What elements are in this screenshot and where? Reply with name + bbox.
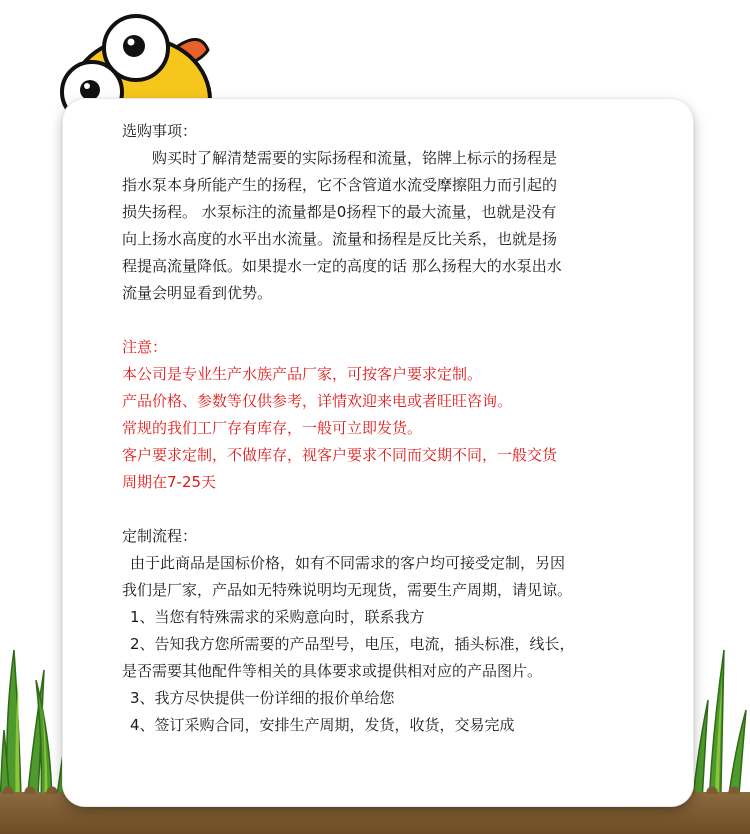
notice-title: 注意：	[122, 338, 168, 356]
purchase-notes-line: 程提高流量降低。如果提水一定的高度的话 那么扬程大的水泵出水	[122, 257, 562, 275]
custom-process-title: 定制流程：	[122, 527, 198, 545]
notice-line: 常规的我们工厂存有库存，一般可立即发货。	[122, 419, 423, 437]
custom-process-step: 3、我方尽快提供一份详细的报价单给您	[130, 689, 395, 707]
custom-process-step: 4、签订采购合同，安排生产周期，发货，收货，交易完成	[130, 716, 515, 734]
custom-process-step: 1、当您有特殊需求的采购意向时，联系我方	[130, 608, 425, 626]
notice-line: 周期在7-25天	[122, 473, 217, 491]
custom-process-line: 是否需要其他配件等相关的具体要求或提供相对应的产品图片。	[122, 662, 543, 680]
purchase-notes-line: 购买时了解清楚需要的实际扬程和流量，铭牌上标示的扬程是	[152, 149, 558, 167]
notice-line: 产品价格、参数等仅供参考，详情欢迎来电或者旺旺咨询。	[122, 392, 513, 410]
content-text	[122, 118, 652, 739]
purchase-notes-line: 损失扬程。 水泵标注的流量都是0扬程下的最大流量，也就是没有	[122, 203, 557, 221]
purchase-notes-line: 流量会明显看到优势。	[122, 284, 273, 302]
custom-process-step: 2、告知我方您所需要的产品型号，电压，电流，插头标准，线长，	[130, 635, 575, 653]
custom-process-line: 我们是厂家，产品如无特殊说明均无现货，需要生产周期，请见谅。	[122, 581, 573, 599]
purchase-notes-title: 选购事项：	[122, 122, 198, 140]
purchase-notes-line: 向上扬水高度的水平出水流量。流量和扬程是反比关系，也就是扬	[122, 230, 558, 248]
notice-line: 本公司是专业生产水族产品厂家，可按客户要求定制。	[122, 365, 483, 383]
custom-process-line: 由于此商品是国标价格，如有不同需求的客户均可接受定制，另因	[130, 554, 566, 572]
notice-line: 客户要求定制，不做库存，视客户要求不同而交期不同，一般交货	[122, 446, 558, 464]
purchase-notes-line: 指水泵本身所能产生的扬程，它不含管道水流受摩擦阻力而引起的	[122, 176, 558, 194]
